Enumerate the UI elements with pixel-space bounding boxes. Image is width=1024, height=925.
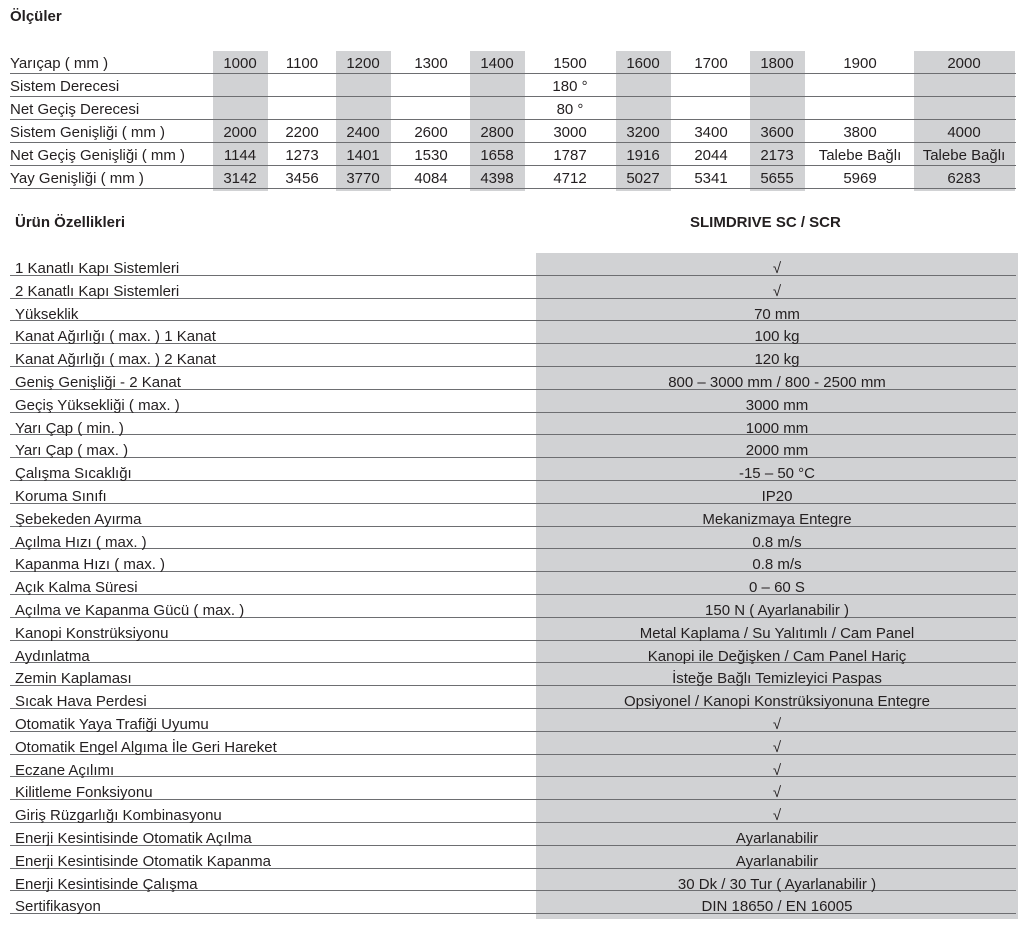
dimensions-row [0, 143, 1024, 166]
dimensions-cell: 3770 [346, 170, 380, 187]
dimensions-cell: 3600 [760, 124, 794, 141]
feature-label: Enerji Kesintisinde Çalışma [15, 875, 198, 893]
feature-row [0, 299, 1024, 322]
dimensions-row [0, 166, 1024, 189]
dimensions-cell: 1916 [626, 147, 660, 164]
dimensions-row [0, 97, 1024, 120]
feature-value: 150 N ( Ayarlanabilir ) [705, 602, 849, 619]
dimensions-row [0, 74, 1024, 97]
dimensions-cell: 5655 [760, 170, 794, 187]
feature-label: 1 Kanatlı Kapı Sistemleri [15, 260, 180, 277]
feature-label: Kanat Ağırlığı ( max. ) 1 Kanat [15, 328, 216, 346]
feature-label: Geniş Genişliği - 2 Kanat [15, 374, 181, 391]
dimensions-table [0, 51, 1024, 191]
dimensions-cell: 6283 [947, 170, 981, 187]
feature-value: Mekanizmaya Entegre [702, 510, 852, 528]
feature-label: Zemin Kaplaması [15, 670, 132, 688]
feature-label: Otomatik Engel Algıma İle Geri Hareket [15, 738, 277, 756]
dimensions-cell: 1658 [480, 147, 514, 164]
feature-label: Koruma Sınıfı [15, 488, 107, 505]
dimensions-cell: 180 ° [552, 78, 588, 95]
dimensions-cell: 4712 [553, 170, 587, 187]
feature-row [0, 823, 1024, 846]
dimensions-cell: 5027 [626, 170, 660, 187]
feature-label: Yükseklik [15, 305, 79, 323]
feature-row [0, 732, 1024, 755]
feature-value: √ [772, 761, 782, 779]
dimensions-cell: 80 ° [556, 101, 584, 118]
feature-row [0, 344, 1024, 367]
feature-value: 800 – 3000 mm / 800 - 2500 mm [668, 374, 886, 391]
feature-row [0, 686, 1024, 709]
feature-row [0, 777, 1024, 800]
dimensions-cell: 2800 [480, 124, 514, 141]
feature-value: Kanopi ile Değişken / Cam Panel Hariç [647, 647, 907, 665]
dimensions-cell: 1200 [346, 55, 380, 72]
features-heading: Ürün Özellikleri [15, 214, 126, 231]
feature-value: 70 mm [754, 305, 800, 323]
feature-row [0, 413, 1024, 436]
dimensions-cell: 3000 [553, 124, 587, 141]
feature-row [0, 663, 1024, 686]
feature-row [0, 709, 1024, 732]
dimensions-cell: 5969 [843, 170, 877, 187]
features-table [0, 253, 1024, 919]
feature-label: Otomatik Yaya Trafiği Uyumu [15, 716, 209, 733]
dimensions-cell: 1530 [414, 147, 448, 164]
feature-label: Yarı Çap ( max. ) [15, 442, 129, 460]
feature-label: Kanat Ağırlığı ( max. ) 2 Kanat [15, 351, 216, 369]
feature-label: 2 Kanatlı Kapı Sistemleri [15, 282, 180, 300]
feature-label: Açılma ve Kapanma Gücü ( max. ) [15, 602, 245, 619]
feature-row [0, 641, 1024, 664]
dimensions-cell: 1787 [553, 147, 587, 164]
feature-value: √ [772, 738, 782, 756]
dimensions-cell: 3200 [626, 124, 660, 141]
feature-row [0, 618, 1024, 641]
feature-value: İsteğe Bağlı Temizleyici Paspas [672, 670, 882, 688]
dimensions-cell: 4084 [414, 170, 448, 187]
dimensions-cell: Talebe Bağlı [818, 147, 902, 164]
feature-row [0, 891, 1024, 914]
feature-label: Yarı Çap ( min. ) [15, 419, 124, 437]
dimensions-cell: 2400 [346, 124, 380, 141]
feature-row [0, 504, 1024, 527]
feature-value: √ [772, 716, 782, 733]
dimensions-cell: 2000 [947, 55, 981, 72]
feature-value: 3000 mm [745, 396, 809, 414]
feature-value: 30 Dk / 30 Tur ( Ayarlanabilir ) [677, 875, 877, 893]
feature-label: Kapanma Hızı ( max. ) [15, 556, 166, 574]
feature-label: Enerji Kesintisinde Otomatik Kapanma [15, 852, 271, 870]
dimensions-cell: 1300 [414, 55, 448, 72]
feature-label: Açık Kalma Süresi [15, 579, 138, 597]
dimensions-cell: 4398 [480, 170, 514, 187]
feature-value: Ayarlanabilir [735, 852, 819, 870]
dimensions-cell: 2200 [285, 124, 319, 141]
dimensions-cell: 1400 [480, 55, 514, 72]
dimensions-cell: 3456 [285, 170, 319, 187]
feature-label: Sertifikasyon [15, 898, 101, 916]
dimensions-cell: 1401 [346, 147, 380, 164]
dimensions-row-label: Net Geçiş Derecesi [10, 101, 140, 118]
feature-row [0, 869, 1024, 892]
feature-value: Opsiyonel / Kanopi Konstrüksiyonuna Entegre [623, 693, 931, 711]
dimensions-cell: 1800 [760, 55, 794, 72]
feature-row [0, 435, 1024, 458]
feature-value: √ [772, 807, 782, 825]
feature-row [0, 481, 1024, 504]
dimensions-row-label: Sistem Derecesi [10, 78, 120, 95]
feature-label: Açılma Hızı ( max. ) [15, 533, 147, 551]
dimensions-cell: 2044 [694, 147, 728, 164]
feature-value: Metal Kaplama / Su Yalıtımlı / Cam Panel [639, 624, 915, 642]
dimensions-heading: Ölçüler [10, 8, 62, 25]
feature-row [0, 253, 1024, 276]
feature-value: IP20 [761, 488, 793, 505]
feature-row [0, 846, 1024, 869]
feature-value: 0.8 m/s [752, 556, 802, 574]
feature-row [0, 800, 1024, 823]
feature-value: 0.8 m/s [752, 533, 802, 551]
dimensions-row-label: Sistem Genişliği ( mm ) [10, 124, 166, 141]
row-divider [10, 188, 1016, 189]
product-name: SLIMDRIVE SC / SCR [690, 214, 841, 231]
feature-row [0, 527, 1024, 550]
feature-row [0, 755, 1024, 778]
feature-label: Çalışma Sıcaklığı [15, 465, 132, 483]
feature-value: 1000 mm [745, 419, 809, 437]
feature-value: 100 kg [754, 328, 800, 346]
feature-row [0, 549, 1024, 572]
feature-label: Kilitleme Fonksiyonu [15, 784, 153, 802]
dimensions-cell: 1700 [694, 55, 728, 72]
dimensions-cell: 1100 [285, 55, 319, 72]
dimensions-cell: 2600 [414, 124, 448, 141]
dimensions-cell: 4000 [947, 124, 981, 141]
feature-value: DIN 18650 / EN 16005 [701, 898, 853, 916]
feature-row [0, 321, 1024, 344]
feature-label: Aydınlatma [15, 647, 90, 665]
feature-value: Ayarlanabilir [735, 830, 819, 847]
dimensions-row-label: Yarıçap ( mm ) [10, 55, 109, 72]
dimensions-cell: 1273 [285, 147, 319, 164]
dimensions-cell: Talebe Bağlı [922, 147, 1006, 164]
feature-value: 2000 mm [745, 442, 809, 460]
dimensions-cell: 1000 [223, 55, 257, 72]
feature-row [0, 367, 1024, 390]
feature-label: Giriş Rüzgarlığı Kombinasyonu [15, 807, 222, 825]
feature-value: √ [772, 260, 782, 277]
feature-label: Enerji Kesintisinde Otomatik Açılma [15, 830, 252, 847]
feature-value: √ [772, 784, 782, 802]
feature-row [0, 572, 1024, 595]
dimensions-cell: 3800 [843, 124, 877, 141]
dimensions-cell: 3400 [694, 124, 728, 141]
feature-row [0, 595, 1024, 618]
feature-value: 0 – 60 S [749, 579, 805, 597]
dimensions-cell: 2173 [760, 147, 794, 164]
dimensions-row [0, 51, 1024, 74]
feature-row [0, 276, 1024, 299]
dimensions-row-label: Yay Genişliği ( mm ) [10, 170, 144, 187]
dimensions-cell: 2000 [223, 124, 257, 141]
feature-label: Geçiş Yüksekliği ( max. ) [15, 396, 180, 414]
feature-label: Sıcak Hava Perdesi [15, 693, 147, 711]
dimensions-cell: 1900 [843, 55, 877, 72]
dimensions-row-label: Net Geçiş Genişliği ( mm ) [10, 147, 186, 164]
dimensions-cell: 1500 [553, 55, 587, 72]
dimensions-cell: 3142 [223, 170, 257, 187]
feature-value: √ [772, 282, 782, 300]
dimensions-cell: 1144 [223, 147, 257, 164]
dimensions-cell: 1600 [626, 55, 660, 72]
feature-label: Kanopi Konstrüksiyonu [15, 624, 169, 642]
dimensions-cell: 5341 [694, 170, 728, 187]
feature-row [0, 458, 1024, 481]
dimensions-row [0, 120, 1024, 143]
feature-label: Eczane Açılımı [15, 761, 115, 779]
feature-label: Şebekeden Ayırma [15, 510, 142, 528]
feature-row [0, 390, 1024, 413]
feature-value: -15 – 50 °C [738, 465, 816, 483]
feature-value: 120 kg [754, 351, 800, 369]
